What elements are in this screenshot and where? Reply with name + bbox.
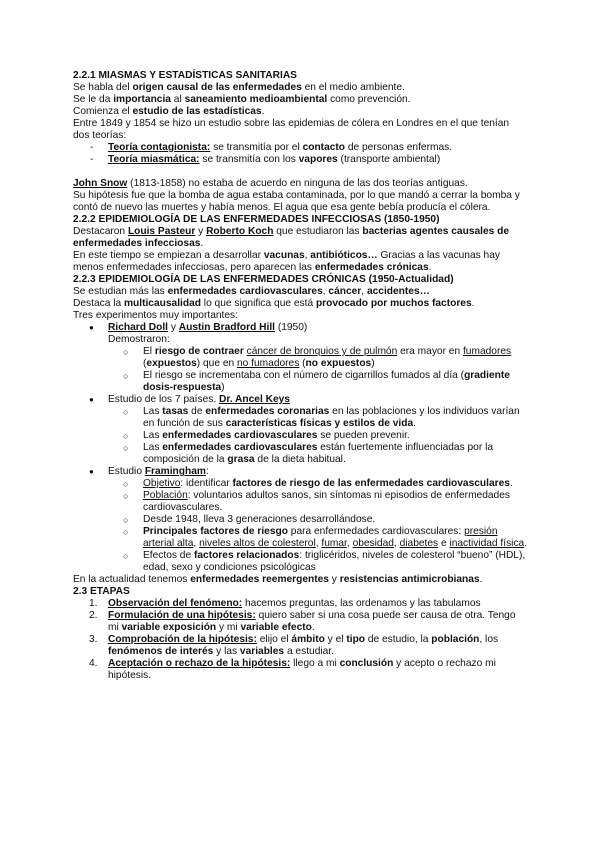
paragraph: Su hipótesis fue que la bomba de agua estaba contaminada, por lo que mandó a cerrar la bomba y contó de nuevo las muertes y había menos. El agua que esa gente bebía producía el cólera. (73, 190, 520, 213)
sub-list (108, 346, 528, 394)
stages-list (73, 598, 528, 682)
list-item: ○ El riesgo de contraer cáncer de bronquios y de pulmón era mayor en fumadores (expuestos) que en no fumadores (no expuestos) (86, 346, 528, 370)
section-heading-2-2-1: 2.2.1 MIASMAS Y ESTADÍSTICAS SANITARIAS (73, 70, 297, 81)
sub-list (108, 406, 528, 466)
list-item: ○ Las enfermedades cardiovasculares están fuertemente influenciadas por la composición de la grasa de la dieta habitual. (86, 442, 528, 466)
spacer (73, 166, 528, 178)
section-heading-2-2-2: 2.2.2 EPIDEMIOLOGÍA DE LAS ENFERMEDADES INFECCIOSAS (1850-1950) (73, 214, 440, 225)
paragraph: En la actualidad tenemos enfermedades reemergentes y resistencias antimicrobianas. (73, 574, 483, 585)
theories-list (73, 142, 528, 166)
list-item: 1. Observación del fenómeno: hacemos preguntas, las ordenamos y las tabulamos (89, 598, 481, 609)
paragraph: Tres experimentos muy importantes: (73, 310, 238, 321)
list-item: - Teoría contagionista: se transmitía por el contacto de personas enfermas. (73, 142, 528, 154)
paragraph: Entre 1849 y 1854 se hizo un estudio sobre las epidemias de cólera en Londres en el que tenían dos teorías: (73, 118, 510, 141)
paragraph: John Snow (1813-1858) no estaba de acuerdo en ninguna de las dos teorías antiguas. (73, 178, 468, 189)
list-item: 4. Aceptación o rechazo de la hipótesis: llego a mi conclusión y acepto o rechazo mi hipótesis. (89, 658, 496, 681)
list-item: ● Estudio Framingham: ○ Objetivo: identificar factores de riesgo de las enfermedades cardiovasculares. ○ Población: voluntarios adultos sanos, sin síntomas ni episodios de enfermedades cardiovasculares. ○ Desde 1948, lleva 3 generaciones desarrollándose. ○ Principales factores de riesgo para enfermedades cardiovasculares: presión arterial alta, niveles altos de colesterol, fumar, obesidad, diabetes e inactividad física. ○ Efectos de factores relacionados: triglicéridos, niveles de colesterol “bueno” (HDL), edad, sexo y condiciones psicológicas (73, 466, 528, 574)
list-item: ○ Desde 1948, lleva 3 generaciones desarrollándose. (86, 514, 528, 526)
list-item: ○ Efectos de factores relacionados: triglicéridos, niveles de colesterol “bueno” (HDL), edad, sexo y condiciones psicológicas (86, 550, 528, 574)
paragraph: Se le da importancia al saneamiento medioambiental como prevención. (73, 94, 411, 105)
document-page (73, 70, 528, 682)
sub-list (108, 478, 528, 574)
paragraph: Se estudian más las enfermedades cardiovasculares, cáncer, accidentes… (73, 286, 430, 297)
paragraph: Destaca la multicausalidad lo que significa que está provocado por muchos factores. (73, 298, 475, 309)
list-item: - Teoría miasmática: se transmitía con los vapores (transporte ambiental) (73, 154, 528, 166)
paragraph: Comienza el estudio de las estadísticas. (73, 106, 265, 117)
list-item: ○ Las enfermedades cardiovasculares se pueden prevenir. (86, 430, 528, 442)
list-item: ● Richard Doll y Austin Bradford Hill (1950) Demostraron: ○ El riesgo de contraer cáncer de bronquios y de pulmón era mayor en fumadores (expuestos) que en no fumadores (no expuestos) ○ El riesgo se incrementaba con el número de cigarrillos fumados al día (gradiente dosis-respuesta) (73, 322, 528, 394)
paragraph: En este tiempo se empiezan a desarrollar vacunas, antibióticos… Gracias a las vacunas hay menos enfermedades infecciosas, pero aparecen las enfermedades crónicas. (73, 250, 500, 273)
list-item: ○ Principales factores de riesgo para enfermedades cardiovasculares: presión arterial alta, niveles altos de colesterol, fumar, obesidad, diabetes e inactividad física. (86, 526, 528, 550)
list-item: ○ El riesgo se incrementaba con el número de cigarrillos fumados al día (gradiente dosis-respuesta) (86, 370, 528, 394)
list-item: ○ Las tasas de enfermedades coronarias en las poblaciones y los individuos varían en función de sus características físicas y estilos de vida. (86, 406, 528, 430)
section-heading-2-3: 2.3 ETAPAS (73, 586, 130, 597)
list-item: ○ Población: voluntarios adultos sanos, sin síntomas ni episodios de enfermedades cardiovasculares. (86, 490, 528, 514)
list-item: ● Estudio de los 7 países. Dr. Ancel Keys ○ Las tasas de enfermedades coronarias en las poblaciones y los individuos varían en función de sus características físicas y estilos de vida. ○ Las enfermedades cardiovasculares se pueden prevenir. ○ Las enfermedades cardiovasculares están fuertemente influenciadas por la composición de la grasa de la dieta habitual. (73, 394, 528, 466)
paragraph: Destacaron Louis Pasteur y Roberto Koch que estudiaron las bacterias agentes causales de enfermedades infecciosas. (73, 226, 510, 249)
list-item: ○ Objetivo: identificar factores de riesgo de las enfermedades cardiovasculares. (86, 478, 528, 490)
list-item: 2. Formulación de una hipótesis: quiero saber si una cosa puede ser causa de otra. Tengo mi variable exposición y mi variable efecto. (89, 610, 516, 633)
paragraph: Se habla del origen causal de las enfermedades en el medio ambiente. (73, 82, 405, 93)
section-heading-2-2-3: 2.2.3 EPIDEMIOLOGÍA DE LAS ENFERMEDADES CRÓNICAS (1950-Actualidad) (73, 274, 454, 285)
list-item: 3. Comprobación de la hipótesis: elijo el ámbito y el tipo de estudio, la población, los fenómenos de interés y las variables a estudiar. (89, 634, 499, 657)
experiments-list (73, 322, 528, 574)
